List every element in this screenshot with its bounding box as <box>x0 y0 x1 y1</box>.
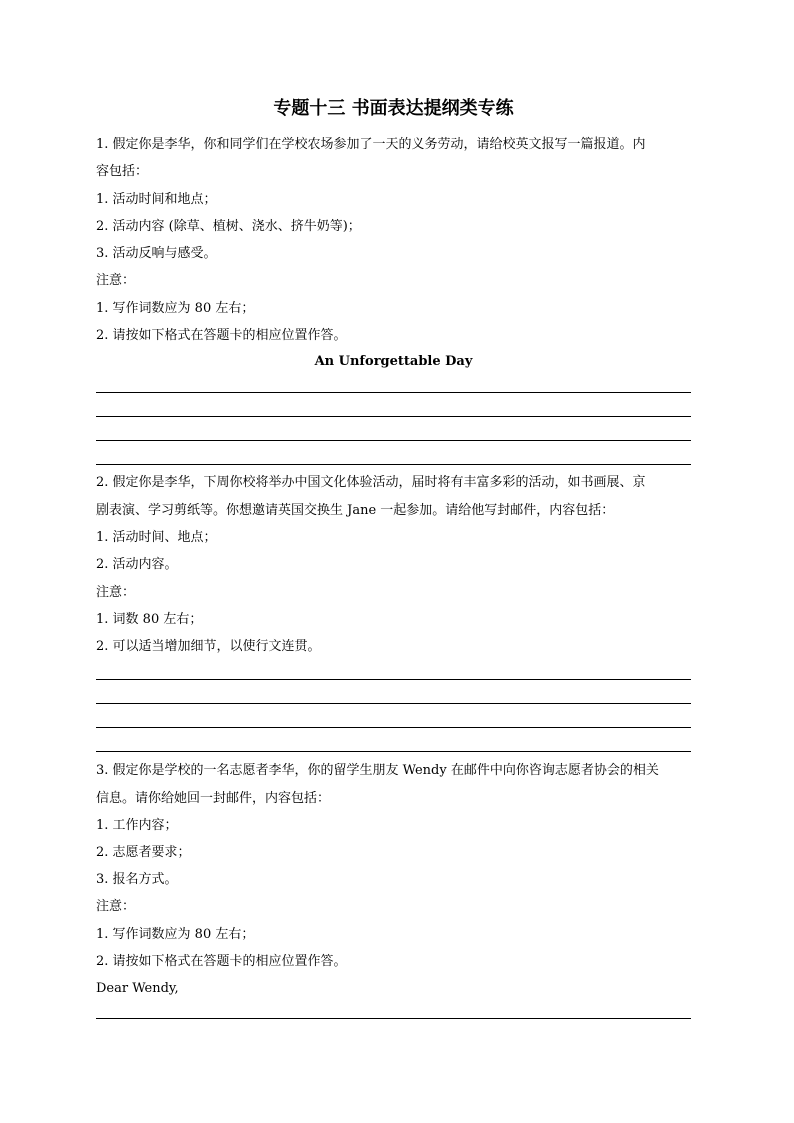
q1-answer-line-1 <box>96 392 691 393</box>
q2-answer-line-3 <box>96 727 691 728</box>
q2-point-2: 2. 活动内容。 <box>96 557 178 572</box>
q2-prompt-line-1: 2. 假定你是李华，下周你校将举办中国文化体验活动，届时将有丰富多彩的活动，如书画展、京 <box>96 475 646 490</box>
q3-note-label: 注意： <box>96 899 136 914</box>
q3-salutation: Dear Wendy, <box>96 981 179 996</box>
q3-point-3: 3. 报名方式。 <box>96 872 178 887</box>
q3-prompt-line-2: 信息。请你给她回一封邮件，内容包括： <box>96 791 331 806</box>
q3-note-2: 2. 请按如下格式在答题卡的相应位置作答。 <box>96 954 347 969</box>
q3-note-1: 1. 写作词数应为 80 左右； <box>96 927 255 942</box>
q1-prompt-line-2: 容包括： <box>96 164 149 179</box>
q1-point-1: 1. 活动时间和地点； <box>96 192 217 207</box>
q2-prompt-line-2: 剧表演、学习剪纸等。你想邀请英国交换生 Jane 一起参加。请给他写封邮件，内容包括： <box>96 503 615 518</box>
q2-answer-line-1 <box>96 679 691 680</box>
document-title: 专题十三 书面表达提纲类专练 <box>273 98 514 119</box>
q2-note-1: 1. 词数 80 左右； <box>96 612 203 627</box>
q1-prompt-line-1: 1. 假定你是李华，你和同学们在学校农场参加了一天的义务劳动，请给校英文报写一篇报道。内 <box>96 137 646 152</box>
q2-point-1: 1. 活动时间、地点； <box>96 530 217 545</box>
q1-note-1: 1. 写作词数应为 80 左右； <box>96 301 255 316</box>
q3-answer-line-1 <box>96 1018 691 1019</box>
q1-answer-line-2 <box>96 416 691 417</box>
q1-point-2: 2. 活动内容 (除草、植树、浇水、挤牛奶等)； <box>96 219 361 234</box>
q1-note-label: 注意： <box>96 273 136 288</box>
q1-answer-line-3 <box>96 440 691 441</box>
q1-point-3: 3. 活动反响与感受。 <box>96 246 217 261</box>
q1-answer-line-4 <box>96 464 691 465</box>
q3-point-1: 1. 工作内容； <box>96 818 178 833</box>
q2-note-label: 注意： <box>96 585 136 600</box>
q1-note-2: 2. 请按如下格式在答题卡的相应位置作答。 <box>96 328 347 343</box>
q2-note-2: 2. 可以适当增加细节，以使行文连贯。 <box>96 639 321 654</box>
q1-essay-title: An Unforgettable Day <box>314 354 473 369</box>
q2-answer-line-4 <box>96 751 691 752</box>
q2-answer-line-2 <box>96 703 691 704</box>
q3-point-2: 2. 志愿者要求； <box>96 845 191 860</box>
q3-prompt-line-1: 3. 假定你是学校的一名志愿者李华，你的留学生朋友 Wendy 在邮件中向你咨询志愿者协会的相关 <box>96 763 659 778</box>
